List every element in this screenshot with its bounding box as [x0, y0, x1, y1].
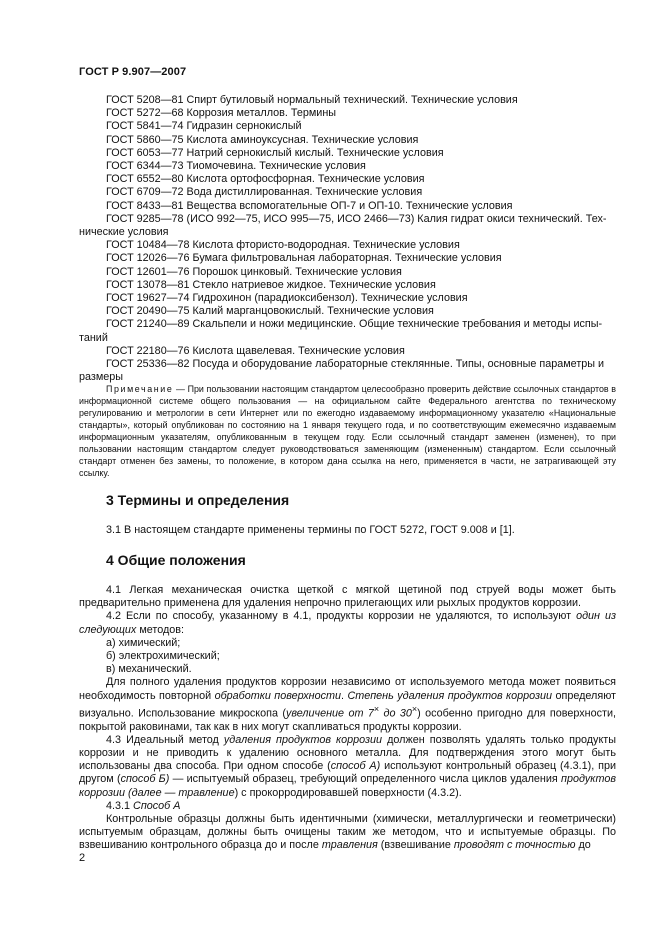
italic-run: обработки поверхности [214, 689, 342, 702]
reference-item: ГОСТ 25336—82 Посуда и оборудование лабораторные стеклянные. Типы, основные параметры и [106, 358, 605, 371]
italic-run: удаления продуктов коррозии [223, 733, 383, 746]
italic-run: продуктов коррозии (далее — травление [79, 773, 616, 799]
reference-item: ГОСТ 5208—81 Спирт бутиловый нормальный технический. Технические условия [106, 94, 518, 106]
normative-references-list [79, 94, 616, 384]
section-4-heading: 4 Общие положения [106, 552, 246, 568]
section-4-body [79, 584, 616, 853]
reference-item: ГОСТ 12601—76 Порошок цинковый. Технические условия [106, 265, 402, 278]
superscript: × [411, 703, 418, 714]
reference-item: ГОСТ 22180—76 Кислота щавелевая. Технические условия [106, 344, 405, 357]
italic-run: один из следующих [79, 610, 616, 636]
reference-item: ГОСТ 5860—75 Кислота аминоуксусная. Технические условия [106, 133, 419, 146]
text-run: . [341, 689, 348, 702]
running-header: ГОСТ Р 9.907—2007 [79, 66, 187, 78]
clause-4-3-1-body [79, 813, 616, 853]
text-run: 4.2 Если по способу, указанному в 4.1, продукты коррозии не удаляются, то используют [106, 610, 577, 623]
clause-3-1: 3.1 В настоящем стандарте применены термины по ГОСТ 5272, ГОСТ 9.008 и [1]. [106, 524, 515, 536]
clause-4-3-1-heading [79, 800, 616, 813]
note-text: — При пользовании настоящим стандартом целесообразно проверить действие ссылочных стандартов в информационной системе общего пользования — на официальном сайте Федерального агентства по техническому регулированию и метрологии в сети Интернет или по ежегодно издаваемому информационному указателю «Национальные стандарты», который опубликован по состоянию на 1 января текущего года, и по соответствующим ежемесячно издаваемым информационным указателям, опубликованным в текущем году. Если ссылочный стандарт заменен (изменен), то при пользовании настоящим стандартом следует руководствоваться заменяющим (измененным) стандартом. Если ссылочный стандарт отменен без замены, то положение, в котором дана ссылка на него, применяется в части, не затрагивающей эту ссылку. [79, 384, 616, 478]
italic-run: Степень удаления продуктов коррозии [347, 689, 553, 702]
superscript: × [373, 703, 380, 714]
section-3-body [79, 524, 616, 537]
reference-item: ГОСТ 9285—78 (ИСО 992—75, ИСО 995—75, ИСО 2466—73) Калия гидрат окиси технический. Тех- [106, 212, 607, 225]
reference-item: ГОСТ 20490—75 Калий марганцовокислый. Технические условия [106, 305, 434, 318]
reference-item: ГОСТ 13078—81 Стекло натриевое жидкое. Технические условия [106, 278, 436, 291]
italic-run: способ Б) [120, 773, 170, 786]
text-run: Для полного удаления продуктов коррозии независимо от используемого метода может появиться необходимость повторной [79, 676, 616, 702]
text-run: ) с прокорродировавшей поверхности (4.3.2). [234, 786, 462, 799]
text-run: Контрольные образцы должны быть идентичными (химически, металлургически и геометрически) испытуемым образцам, должны быть очищены таким же методом, что и испытуемые образцы. По взвешиванию контрольного образца до и после [79, 813, 616, 852]
text-run: методов: [136, 623, 185, 636]
method-item-mechanical: в) механический. [106, 663, 192, 676]
note-label: Примечание [106, 384, 174, 394]
page-number: 2 [79, 852, 86, 864]
text-run: до [575, 839, 591, 852]
clause-4-3 [79, 734, 616, 800]
method-item-chemical: а) химический; [106, 636, 181, 649]
text-run: (взвешивание [377, 839, 454, 852]
reference-item: ГОСТ 6344—73 Тиомочевина. Технические условия [106, 160, 366, 173]
text-run: используют контрольный образец (4.3.1), при другом ( [79, 760, 617, 786]
reference-item: ГОСТ 10484—78 Кислота фтористо-водородная. Технические условия [106, 239, 460, 252]
reference-item: ГОСТ 21240—89 Скальпели и ножи медицинские. Общие технические требования и методы испы- [106, 318, 603, 331]
reference-item: ГОСТ 12026—76 Бумага фильтровальная лабораторная. Технические условия [106, 252, 502, 265]
reference-item-continuation: таний [79, 331, 108, 344]
reference-item: ГОСТ 6053—77 Натрий сернокислый кислый. Технические условия [106, 146, 444, 159]
italic-run: проводят с точностью [453, 839, 576, 852]
section-3-heading: 3 Термины и определения [106, 492, 290, 508]
text-run: определяют визуально. Использование микроскопа ( [79, 689, 617, 720]
method-item-electrochemical: б) электрохимический; [106, 650, 220, 663]
italic-run: Способ А [133, 799, 181, 812]
reference-item: ГОСТ 6709—72 Вода дистиллированная. Технические условия [106, 186, 423, 199]
text-run: ) особенно пригодно для поверхности, покрытой раковинами, так как в них могут скапливаться продукты коррозии. [79, 707, 616, 733]
text-run: 4.3.1 [106, 799, 134, 812]
note-paragraph [79, 383, 616, 479]
reference-item: ГОСТ 5841—74 Гидразин сернокислый [106, 120, 302, 133]
italic-run: способ А) [330, 760, 381, 773]
text-run: 4.3 Идеальный метод [106, 733, 224, 746]
reference-item: ГОСТ 5272—68 Коррозия металлов. Термины [106, 107, 337, 120]
reference-item: ГОСТ 8433—81 Вещества вспомогательные ОП-7 и ОП-10. Технические условия [106, 199, 513, 212]
reference-item-continuation: размеры [79, 371, 124, 384]
text-run: должен позволять удалять только продукты коррозии и не приводить к удалению основного металла. Для подтверждения этого могут быть использованы два способа. При одном способе ( [79, 733, 616, 773]
reference-item-continuation: нические условия [79, 226, 169, 239]
italic-run: травления [321, 839, 378, 852]
reference-item: ГОСТ 19627—74 Гидрохинон (парадиоксибензол). Технические условия [106, 292, 468, 305]
text-run: — испытуемый образец, требующий определенного числа циклов удаления [169, 773, 562, 786]
clause-4-2 [79, 610, 616, 636]
clause-4-1: 4.1 Легкая механическая очистка щеткой с мягкой щетиной под струей воды может быть предварительно применена для удаления непрочно прилегающих или рыхлых продуктов коррозии. [79, 584, 616, 610]
italic-run: увеличение от 7 [285, 707, 374, 720]
italic-run: до 30 [379, 707, 412, 720]
paragraph-full-removal [79, 676, 616, 733]
reference-item: ГОСТ 6552—80 Кислота ортофосфорная. Технические условия [106, 173, 425, 186]
